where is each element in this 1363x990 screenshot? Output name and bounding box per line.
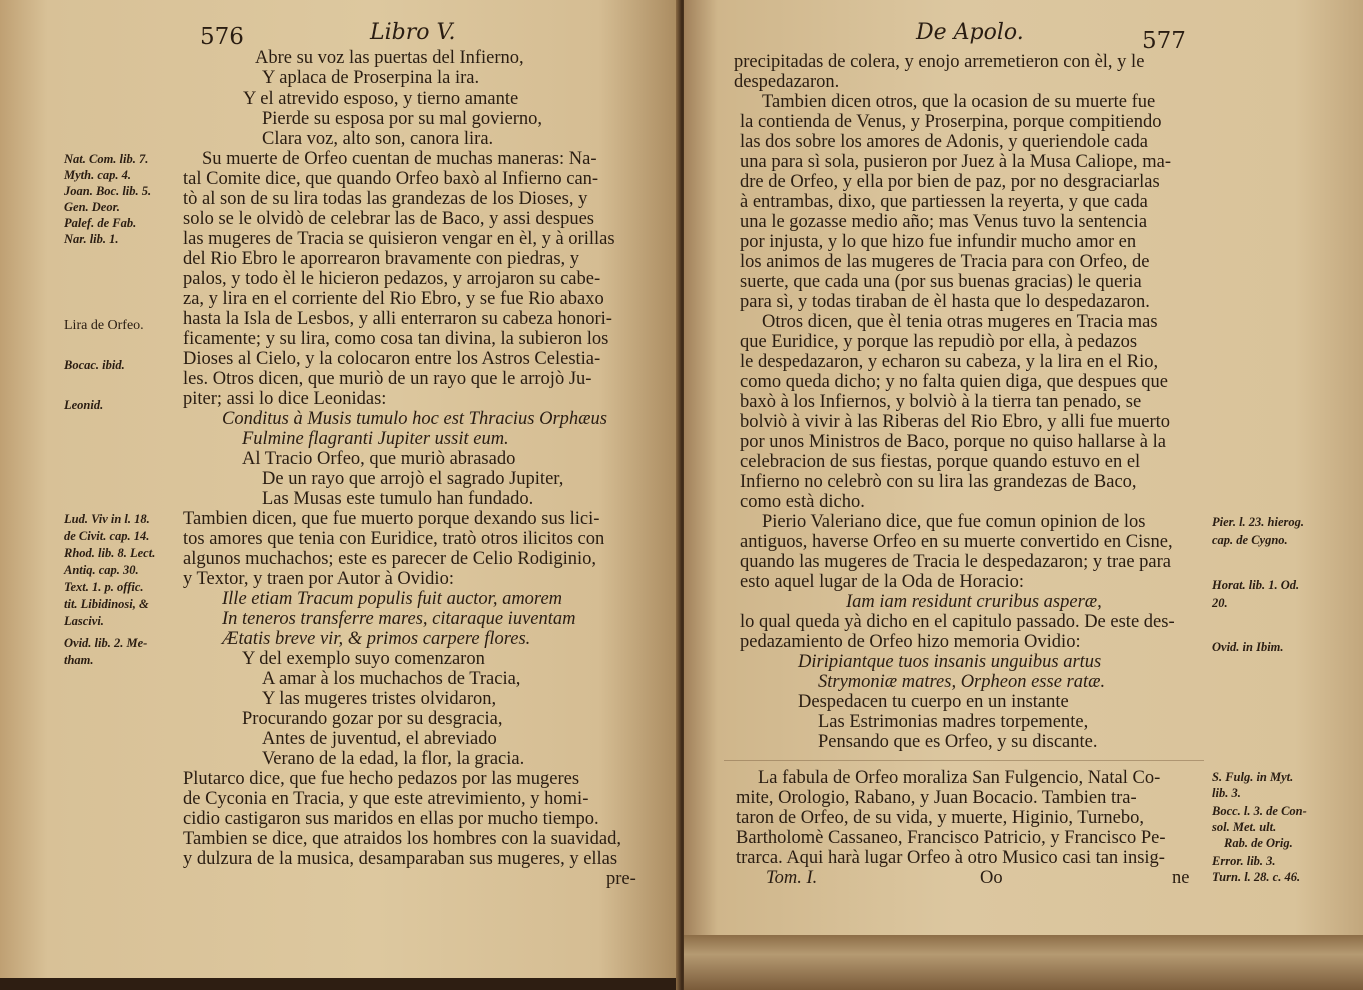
text-line: cidio castigaron sus maridos en ellas por mucho tiempo.: [183, 809, 599, 829]
catchword: pre-: [606, 869, 636, 889]
verse-line: Y las mugeres tristes olvidaron,: [262, 689, 497, 709]
text-line: baxò à los Infiernos, y bolviò à la tierra tan penado, se: [740, 392, 1142, 412]
text-line: por injusta, y lo que hizo fue infundir mucho amor en: [740, 232, 1137, 252]
margin-note: Horat. lib. 1. Od.: [1212, 578, 1300, 592]
text-line: bolviò à vivir à las Riberas del Rio Ebro, y alli fue muerto: [740, 412, 1171, 432]
text-line: tal Comite dice, que quando Orfeo baxò al Infierno can-: [183, 169, 599, 189]
text-line: la contienda de Venus, y Proserpina, porque compitiendo: [740, 112, 1162, 132]
margin-note: tham.: [64, 653, 94, 667]
text-line: Pierio Valeriano dice, que fue comun opinion de los: [762, 512, 1146, 532]
text-line: trarca. Aqui harà lugar Orfeo à otro Musico casi tan insig-: [736, 848, 1165, 868]
verse-line: Pensando que es Orfeo, y su discante.: [818, 732, 1098, 752]
text-line: Dioses al Cielo, y la colocaron entre los Astros Celestia-: [183, 349, 601, 369]
margin-note: sol. Met. ult.: [1212, 820, 1277, 834]
text-line: pedazamiento de Orfeo hizo memoria Ovidio:: [740, 632, 1081, 652]
text-line: Infierno no celebrò con su lira las grandezas de Baco,: [740, 472, 1137, 492]
margin-note: Myth. cap. 4.: [64, 168, 132, 182]
text-line: como està dicho.: [740, 492, 865, 512]
text-line: Y aplaca de Proserpina la ira.: [262, 68, 480, 88]
page-block-edge: [684, 935, 1363, 990]
margin-note: 20.: [1212, 596, 1228, 610]
text-line: por unos Ministros de Baco, porque no quiso hallarse à la: [740, 432, 1166, 452]
text-line: Otros dicen, que èl tenia otras mugeres en Tracia mas: [762, 312, 1158, 332]
latin-verse-line: In teneros transferre mares, citaraque iuventam: [222, 609, 576, 629]
volume-label: Tom. I.: [766, 868, 818, 888]
page-number: 576: [200, 24, 244, 50]
verse-line: Las Musas este tumulo han fundado.: [262, 489, 534, 509]
right-page: [684, 0, 1363, 935]
text-line: Plutarco dice, que fue hecho pedazos por las mugeres: [183, 769, 580, 789]
text-line: Pierde su esposa por su mal govierno,: [262, 109, 543, 129]
margin-note: Ovid. in Ibim.: [1212, 640, 1284, 654]
latin-verse-line: Fulmine flagranti Jupiter ussit eum.: [242, 429, 509, 449]
text-line: Tambien dicen, que fue muerto porque dexando sus lici-: [183, 509, 600, 529]
text-line: La fabula de Orfeo moraliza San Fulgencio, Natal Co-: [758, 768, 1161, 788]
margin-note: Palef. de Fab.: [64, 216, 137, 230]
text-line: tò al son de su lira todas las grandezas de los Dioses, y: [183, 189, 588, 209]
text-line: despedazaron.: [734, 72, 840, 92]
divider: [724, 760, 1204, 761]
margin-note: Bocc. l. 3. de Con-: [1212, 804, 1307, 818]
margin-note: Rhod. lib. 8. Lect.: [64, 546, 156, 560]
latin-verse-line: Ætatis breve vir, & primos carpere flores.: [222, 629, 531, 649]
margin-note: cap. de Cygno.: [1212, 533, 1288, 547]
margin-note: S. Fulg. in Myt.: [1212, 770, 1294, 784]
text-line: à entrambas, dixo, que partiessen la reyerta, y que cada: [740, 192, 1148, 212]
verse-line: Verano de la edad, la flor, la gracia.: [262, 749, 525, 769]
text-line: antiguos, haverse Orfeo en su muerte convertido en Cisne,: [740, 532, 1173, 552]
margin-note: Text. 1. p. offic.: [64, 580, 144, 594]
text-line: esto aquel lugar de la Oda de Horacio:: [740, 572, 1025, 592]
text-line: precipitadas de colera, y enojo arremetieron con èl, y le: [734, 52, 1145, 72]
margin-note: Rab. de Orig.: [1224, 836, 1293, 850]
text-line: y dulzura de la musica, desamparaban sus mugeres, y ellas: [183, 849, 618, 869]
text-line: Abre su voz las puertas del Infierno,: [255, 48, 524, 68]
margin-note: Error. lib. 3.: [1212, 854, 1276, 868]
text-line: Tambien dicen otros, que la ocasion de su muerte fue: [762, 92, 1156, 112]
text-line: tos amores que tenia con Euridice, tratò otros ilicitos con: [183, 529, 605, 549]
text-line: Y el atrevido esposo, y tierno amante: [243, 89, 519, 109]
margin-note: lib. 3.: [1212, 786, 1241, 800]
text-line: y Textor, y traen por Autor à Ovidio:: [183, 569, 454, 589]
text-line: una para sì sola, pusieron por Juez à la Musa Caliope, ma-: [740, 152, 1172, 172]
text-line: para sì, y todas tiraban de èl hasta que lo despedazaron.: [740, 292, 1150, 312]
margin-note: Lira de Orfeo.: [64, 318, 144, 333]
text-line: que Euridice, y porque las repudiò por ella, à pedazos: [740, 332, 1138, 352]
latin-verse-line: Diripiantque tuos insanis unguibus artus: [798, 652, 1102, 672]
text-line: dre de Orfeo, y ella por bien de paz, por no desgraciarlas: [740, 172, 1160, 192]
margin-note: Gen. Deor.: [64, 200, 120, 214]
text-line: celebracion de sus fiestas, porque quando estuvo en el: [740, 452, 1141, 472]
margin-note: tit. Libidinosi, &: [64, 597, 149, 611]
text-line: za, y lira en el corriente del Rio Ebro, y se fue Rio abaxo: [183, 289, 604, 309]
text-line: quando las mugeres de Tracia le despedazaron; y trae para: [740, 552, 1171, 572]
text-line: de Cyconia en Tracia, y que este atrevimiento, y homi-: [183, 789, 589, 809]
verse-line: Las Estrimonias madres torpemente,: [818, 712, 1089, 732]
text-line: les. Otros dicen, que muriò de un rayo que le arrojò Ju-: [183, 369, 592, 389]
text-line: Tambien se dice, que atraidos los hombres con la suavidad,: [183, 829, 621, 849]
verse-line: Antes de juventud, el abreviado: [262, 729, 497, 749]
verse-line: A amar à los muchachos de Tracia,: [262, 669, 521, 689]
text-line: Bartholomè Cassaneo, Francisco Patricio, y Francisco Pe-: [736, 828, 1166, 848]
latin-verse-line: Conditus à Musis tumulo hoc est Thracius Orphæus: [222, 409, 607, 429]
margin-note: Joan. Boc. lib. 5.: [64, 184, 152, 198]
verse-line: De un rayo que arrojò el sagrado Jupiter,: [262, 469, 564, 489]
text-line: le despedazaron, y echaron su cabeza, y la lira en el Rio,: [740, 352, 1159, 372]
verse-line: Al Tracio Orfeo, que muriò abrasado: [242, 449, 516, 469]
text-line: una le gozasse medio año; mas Venus tuvo la sentencia: [740, 212, 1148, 232]
left-page: [0, 0, 680, 978]
margin-note: Bocac. ibid.: [64, 358, 125, 372]
verse-line: Y del exemplo suyo comenzaron: [242, 649, 485, 669]
text-line: palos, y todo èl le hicieron pedazos, y arrojaron su cabe-: [183, 269, 601, 289]
text-line: Su muerte de Orfeo cuentan de muchas maneras: Na-: [202, 149, 597, 169]
text-line: hasta la Isla de Lesbos, y alli enterraron su cabeza honori-: [183, 309, 612, 329]
margin-note: Antiq. cap. 30.: [64, 563, 139, 577]
verse-line: Despedacen tu cuerpo en un instante: [798, 692, 1069, 712]
text-line: solo se le olvidò de celebrar las de Baco, y assi despues: [183, 209, 594, 229]
margin-note: Lascivi.: [64, 614, 104, 628]
running-head: Libro V.: [370, 20, 456, 45]
margin-note: Leonid.: [64, 398, 104, 412]
latin-verse-line: Strymoniæ matres, Orpheon esse ratæ.: [818, 672, 1106, 692]
text-line: los animos de las mugeres de Tracia para con Orfeo, de: [740, 252, 1150, 272]
text-line: ficamente; y su lira, como cosa tan divina, la subieron los: [183, 329, 609, 349]
running-head: De Apolo.: [916, 20, 1024, 45]
text-line: mite, Orologio, Rabano, y Juan Bocacio. Tambien tra-: [736, 788, 1137, 808]
text-line: taron de Orfeo, de su vida, y muerte, Higinio, Turnebo,: [736, 808, 1144, 828]
latin-verse-line: Ille etiam Tracum populis fuit auctor, amorem: [222, 589, 563, 609]
text-line: las dos sobre los amores de Adonis, y queriendole cada: [740, 132, 1148, 152]
margin-note: Nat. Com. lib. 7.: [64, 152, 149, 166]
page-number: 577: [1142, 28, 1186, 54]
catchword: ne: [1172, 868, 1190, 888]
signature-mark: Oo: [980, 868, 1003, 888]
text-line: suerte, que cada una (por sus buenas gracias) le queria: [740, 272, 1142, 292]
margin-note: Nar. lib. 1.: [64, 232, 119, 246]
margin-note: Turn. l. 28. c. 46.: [1212, 870, 1301, 884]
text-line: las mugeres de Tracia se quisieron vengar en èl, y à orillas: [183, 229, 615, 249]
margin-note: Lud. Viv in l. 18.: [64, 512, 150, 526]
text-line: lo qual queda yà dicho en el capitulo passado. De este des-: [740, 612, 1175, 632]
margin-note: Pier. l. 23. hierog.: [1212, 515, 1305, 529]
margin-note: Ovid. lib. 2. Me-: [64, 636, 148, 650]
text-line: piter; assi lo dice Leonidas:: [183, 389, 387, 409]
text-line: algunos muchachos; este es parecer de Celio Rodiginio,: [183, 549, 597, 569]
text-line: Clara voz, alto son, canora lira.: [262, 129, 494, 149]
text-line: como queda dicho; y no falta quien diga, que despues que: [740, 372, 1168, 392]
verse-line: Procurando gozar por su desgracia,: [242, 709, 503, 729]
text-line: del Rio Ebro le aporrearon bravamente con piedras, y: [183, 249, 580, 269]
margin-note: de Civit. cap. 14.: [64, 529, 150, 543]
latin-verse-line: Iam iam residunt cruribus asperæ,: [846, 592, 1102, 612]
